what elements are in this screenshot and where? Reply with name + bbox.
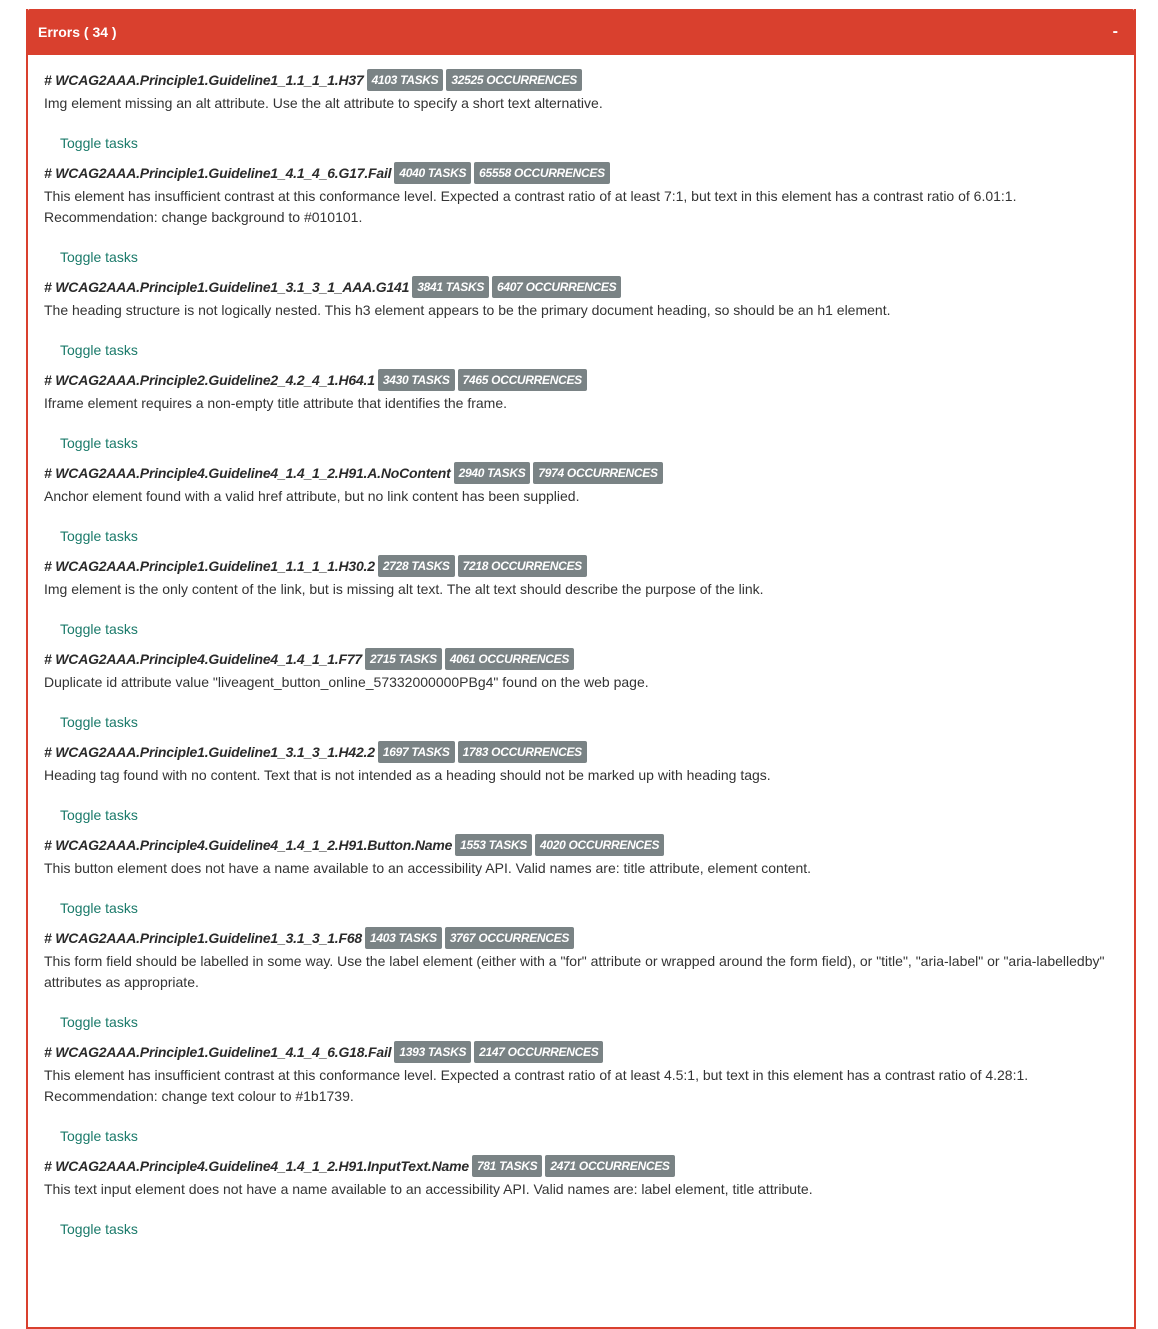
error-description: Duplicate id attribute value "liveagent_button_online_57332000000PBg4" found on the web page. <box>44 674 649 690</box>
occurrences-badge: 2147 OCCURRENCES <box>474 1041 603 1063</box>
toggle-tasks-link[interactable]: Toggle tasks <box>60 528 138 544</box>
toggle-tasks-link[interactable]: Toggle tasks <box>60 135 138 151</box>
error-code: # WCAG2AAA.Principle1.Guideline1_4.1_4_6.G18.Fail <box>44 1044 392 1060</box>
error-description: This element has insufficient contrast at this conformance level. Expected a contrast ratio of at least 7:1, but text in this element has a contrast ratio of 6.01:1. Recommendation: change background to #010101. <box>44 188 1017 225</box>
tasks-badge: 4040 TASKS <box>394 162 471 184</box>
error-item <box>44 647 1118 732</box>
error-item <box>44 161 1118 267</box>
occurrences-badge: 6407 OCCURRENCES <box>492 276 621 298</box>
toggle-tasks-link[interactable]: Toggle tasks <box>60 1128 138 1144</box>
tasks-badge: 2728 TASKS <box>378 555 455 577</box>
error-header <box>44 1040 1118 1064</box>
error-code: # WCAG2AAA.Principle4.Guideline4_1.4_1_2.H91.Button.Name <box>44 837 453 853</box>
error-description: Img element missing an alt attribute. Use the alt attribute to specify a short text alternative. <box>44 95 603 111</box>
error-description: Heading tag found with no content. Text that is not intended as a heading should not be marked up with heading tags. <box>44 767 771 783</box>
occurrences-badge: 2471 OCCURRENCES <box>545 1155 674 1177</box>
toggle-tasks-link[interactable]: Toggle tasks <box>60 1221 138 1237</box>
error-header <box>44 833 1118 857</box>
tasks-badge: 1393 TASKS <box>394 1041 471 1063</box>
tasks-badge: 4103 TASKS <box>367 69 444 91</box>
error-code: # WCAG2AAA.Principle1.Guideline1_3.1_3_1_AAA.G141 <box>44 279 410 295</box>
tasks-badge: 1553 TASKS <box>455 834 532 856</box>
error-header <box>44 161 1118 185</box>
panel-title: Errors ( 34 ) <box>38 24 117 40</box>
error-code: # WCAG2AAA.Principle4.Guideline4_1.4_1_2.H91.A.NoContent <box>44 465 451 481</box>
toggle-tasks-link[interactable]: Toggle tasks <box>60 621 138 637</box>
error-header <box>44 275 1118 299</box>
error-item <box>44 740 1118 825</box>
error-code: # WCAG2AAA.Principle4.Guideline4_1.4_1_1.F77 <box>44 651 362 667</box>
error-header <box>44 740 1118 764</box>
occurrences-badge: 7465 OCCURRENCES <box>458 369 587 391</box>
error-description: The heading structure is not logically nested. This h3 element appears to be the primary document heading, so should be an h1 element. <box>44 302 891 318</box>
error-description: This form field should be labelled in some way. Use the label element (either with a "for" attribute or wrapped around the form field), or "title", "aria-label" or "aria-labelledby" attributes as appropriate. <box>44 953 1105 990</box>
error-code: # WCAG2AAA.Principle1.Guideline1_1.1_1_1.H37 <box>44 72 364 88</box>
panel-header[interactable] <box>28 9 1134 55</box>
error-header <box>44 1154 1118 1178</box>
toggle-tasks-link[interactable]: Toggle tasks <box>60 807 138 823</box>
error-header <box>44 647 1118 671</box>
error-item <box>44 833 1118 918</box>
tasks-badge: 2940 TASKS <box>454 462 531 484</box>
error-header <box>44 554 1118 578</box>
tasks-badge: 2715 TASKS <box>365 648 442 670</box>
error-item <box>44 68 1118 153</box>
tasks-badge: 3841 TASKS <box>412 276 489 298</box>
error-header <box>44 368 1118 392</box>
toggle-tasks-link[interactable]: Toggle tasks <box>60 435 138 451</box>
error-description: This text input element does not have a name available to an accessibility API. Valid names are: label element, title attribute. <box>44 1181 813 1197</box>
toggle-tasks-link[interactable]: Toggle tasks <box>60 1014 138 1030</box>
error-code: # WCAG2AAA.Principle2.Guideline2_4.2_4_1.H64.1 <box>44 372 375 388</box>
tasks-badge: 3430 TASKS <box>378 369 455 391</box>
tasks-badge: 781 TASKS <box>472 1155 542 1177</box>
error-header <box>44 926 1118 950</box>
occurrences-badge: 4020 OCCURRENCES <box>535 834 664 856</box>
occurrences-badge: 1783 OCCURRENCES <box>458 741 587 763</box>
occurrences-badge: 7974 OCCURRENCES <box>533 462 662 484</box>
occurrences-badge: 65558 OCCURRENCES <box>474 162 610 184</box>
error-code: # WCAG2AAA.Principle1.Guideline1_1.1_1_1.H30.2 <box>44 558 375 574</box>
error-item <box>44 1154 1118 1239</box>
error-code: # WCAG2AAA.Principle1.Guideline1_3.1_3_1.H42.2 <box>44 744 375 760</box>
error-item <box>44 926 1118 1032</box>
occurrences-badge: 3767 OCCURRENCES <box>445 927 574 949</box>
occurrences-badge: 7218 OCCURRENCES <box>458 555 587 577</box>
error-description: This element has insufficient contrast at this conformance level. Expected a contrast ratio of at least 4.5:1, but text in this element has a contrast ratio of 4.28:1. Recommendation: change text colour to #1b1739. <box>44 1067 1029 1104</box>
occurrences-badge: 4061 OCCURRENCES <box>445 648 574 670</box>
error-description: Iframe element requires a non-empty title attribute that identifies the frame. <box>44 395 508 411</box>
error-description: Anchor element found with a valid href attribute, but no link content has been supplied. <box>44 488 580 504</box>
toggle-tasks-link[interactable]: Toggle tasks <box>60 342 138 358</box>
errors-panel <box>26 9 1136 1329</box>
error-description: Img element is the only content of the link, but is missing alt text. The alt text should describe the purpose of the link. <box>44 581 764 597</box>
error-item <box>44 1040 1118 1146</box>
occurrences-badge: 32525 OCCURRENCES <box>446 69 582 91</box>
toggle-tasks-link[interactable]: Toggle tasks <box>60 249 138 265</box>
error-header <box>44 461 1118 485</box>
error-header <box>44 68 1118 92</box>
error-list <box>28 55 1134 1239</box>
error-item <box>44 275 1118 360</box>
error-item <box>44 554 1118 639</box>
error-code: # WCAG2AAA.Principle1.Guideline1_3.1_3_1.F68 <box>44 930 362 946</box>
tasks-badge: 1697 TASKS <box>378 741 455 763</box>
error-code: # WCAG2AAA.Principle1.Guideline1_4.1_4_6.G17.Fail <box>44 165 392 181</box>
error-description: This button element does not have a name available to an accessibility API. Valid names are: title attribute, element content. <box>44 860 812 876</box>
toggle-tasks-link[interactable]: Toggle tasks <box>60 714 138 730</box>
error-code: # WCAG2AAA.Principle4.Guideline4_1.4_1_2.H91.InputText.Name <box>44 1158 469 1174</box>
toggle-tasks-link[interactable]: Toggle tasks <box>60 900 138 916</box>
tasks-badge: 1403 TASKS <box>365 927 442 949</box>
error-item <box>44 461 1118 546</box>
collapse-button[interactable]: - <box>1112 23 1118 40</box>
error-item <box>44 368 1118 453</box>
